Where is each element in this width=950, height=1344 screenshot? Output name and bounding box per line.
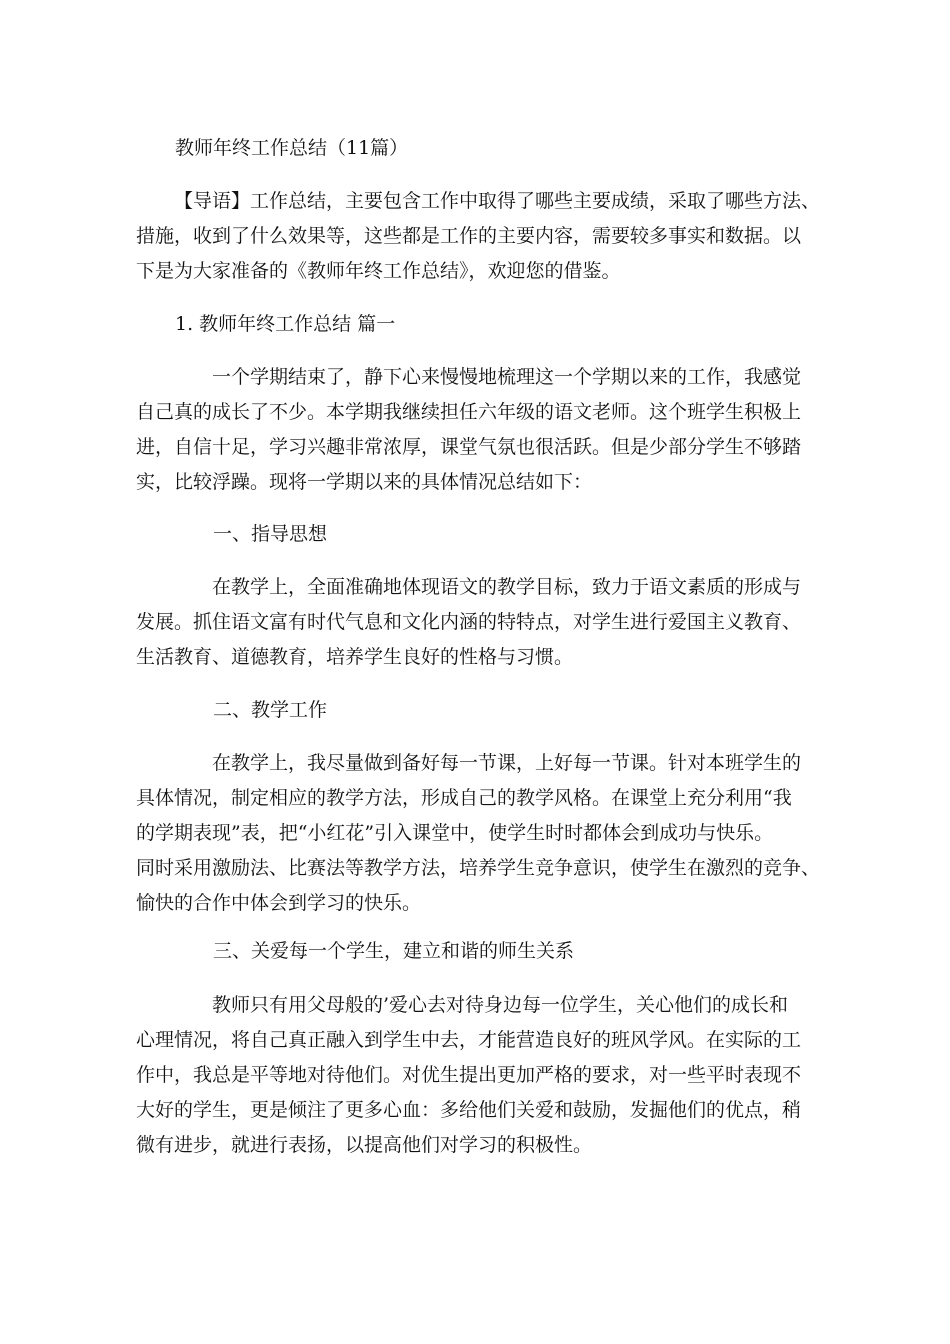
body-paragraph	[136, 746, 826, 921]
text-line: 一个学期结束了，静下心来慢慢地梳理这一个学期以来的工作，我感觉	[212, 366, 802, 388]
subheading: 二、教学工作	[213, 699, 328, 721]
subheading: 三、关爱每一个学生，建立和谐的师生关系	[213, 940, 575, 962]
subheading: 一、指导思想	[213, 523, 328, 545]
text-line: 大好的学生，更是倾注了更多心血：多给他们关爱和鼓励，发掘他们的优点，稍	[136, 1099, 802, 1121]
text-line: 措施，收到了什么效果等，这些都是工作的主要内容，需要较多事实和数据。以	[136, 225, 802, 247]
text-line: 同时采用激励法、比赛法等教学方法，培养学生竞争意识，使学生在激烈的竞争、	[136, 857, 821, 879]
text-line: 实，比较浮躁。现将一学期以来的具体情况总结如下：	[136, 471, 593, 493]
text-line: 具体情况，制定相应的教学方法，形成自己的教学风格。在课堂上充分利用“我	[136, 787, 792, 809]
text-line: 愉快的合作中体会到学习的快乐。	[136, 892, 422, 914]
document-title: 教师年终工作总结（11篇）	[175, 137, 409, 159]
text-line: 的学期表现”表，把“小红花”引入课堂中，使学生时时都体会到成功与快乐。	[136, 822, 774, 844]
body-paragraph	[136, 360, 826, 500]
body-paragraph	[136, 570, 826, 675]
section-title: 1. 教师年终工作总结 篇一	[175, 313, 396, 335]
text-line: 心理情况，将自己真正融入到学生中去，才能营造良好的班风学风。在实际的工	[136, 1029, 802, 1051]
text-line: 作中，我总是平等地对待他们。对优生提出更加严格的要求，对一些平时表现不	[136, 1064, 802, 1086]
text-line: 【导语】工作总结，主要包含工作中取得了哪些主要成绩，采取了哪些方法、	[174, 190, 821, 212]
text-line: 在教学上，全面准确地体现语文的教学目标，致力于语文素质的形成与	[212, 576, 802, 598]
text-line: 下是为大家准备的《教师年终工作总结》，欢迎您的借鉴。	[136, 260, 621, 282]
text-line: 进，自信十足，学习兴趣非常浓厚，课堂气氛也很活跃。但是少部分学生不够踏	[136, 436, 802, 458]
text-line: 生活教育、道德教育，培养学生良好的性格与习惯。	[136, 646, 574, 668]
text-line: 教师只有用父母般的’爱心去对待身边每一位学生，关心他们的成长和	[212, 994, 789, 1016]
intro-paragraph	[136, 184, 826, 289]
text-line: 在教学上，我尽量做到备好每一节课，上好每一节课。针对本班学生的	[212, 752, 802, 774]
text-line: 自己真的成长了不少。本学期我继续担任六年级的语文老师。这个班学生积极上	[136, 401, 802, 423]
body-paragraph	[136, 988, 826, 1163]
text-line: 发展。抓住语文富有时代气息和文化内涵的特特点，对学生进行爱国主义教育、	[136, 611, 802, 633]
text-line: 微有进步，就进行表扬，以提高他们对学习的积极性。	[136, 1134, 593, 1156]
